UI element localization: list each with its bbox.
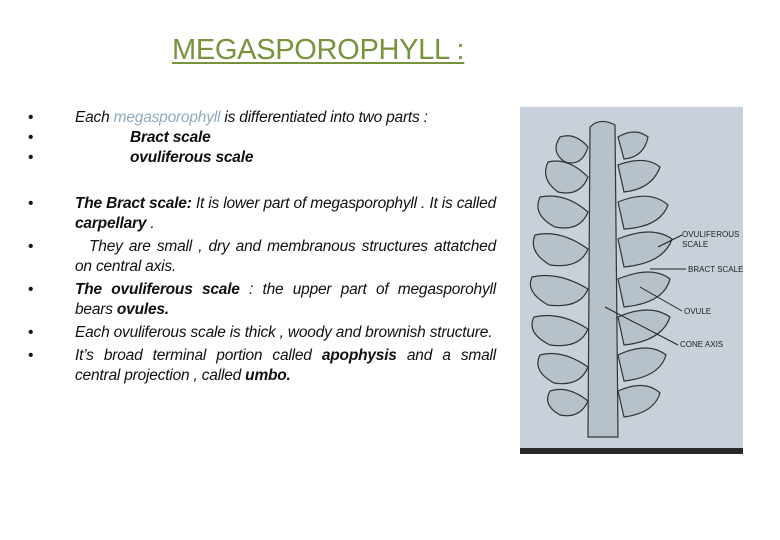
label-ovuliferous-scale: SCALE [682,240,709,249]
label-bract-scale: BRACT SCALE [688,265,743,274]
bullet-list [22,108,496,386]
bold-text: carpellary [75,215,147,232]
text: : the upper part of megasporohyll bears [75,281,496,318]
bold-text: apophysis [321,347,397,364]
label-ovule: OVULE [684,307,712,316]
text: and a small central projection , called [75,347,496,384]
text: is differentiated into two parts : [220,109,428,126]
bold-text: The Bract scale: [75,195,192,212]
text: They are small , dry and membranous structures attatched on central axis. [75,238,496,275]
text: It’s broad terminal portion called [75,347,322,364]
bold-text: ovules. [116,301,169,318]
bold-text: Bract scale [130,129,211,146]
cone-diagram [520,107,743,454]
bullet-ovuliferous-definition [22,280,496,320]
text: Each [75,109,114,126]
text: . [146,215,155,232]
bold-text: ovuliferous scale [130,149,254,166]
bullet-bract-description [22,237,496,277]
bold-text: umbo. [245,367,291,384]
bullet-ovuliferous-description [22,323,496,343]
bullet-bract-definition [22,194,496,234]
bullet-bract-scale [22,128,496,148]
bullet-intro [22,108,496,128]
photo-edge [520,448,743,454]
text: Each ovuliferous scale is thick , woody and brownish structure. [75,324,493,341]
cone-axis-shape [588,121,618,437]
megasporophyll-diagram-photo [520,107,743,454]
label-cone-axis: CONE AXIS [680,340,724,349]
bold-text: The ovuliferous scale [75,281,240,298]
label-ovuliferous: OVULIFEROUS [682,230,740,239]
bullet-ovuliferous-scale [22,148,496,168]
megasporophyll-term: megasporophyll [113,109,221,126]
text: It is lower part of megasporophyll . It is called [191,195,496,212]
slide-title: MEGASPOROPHYLL : [172,34,465,66]
bullet-apophysis [22,346,496,386]
